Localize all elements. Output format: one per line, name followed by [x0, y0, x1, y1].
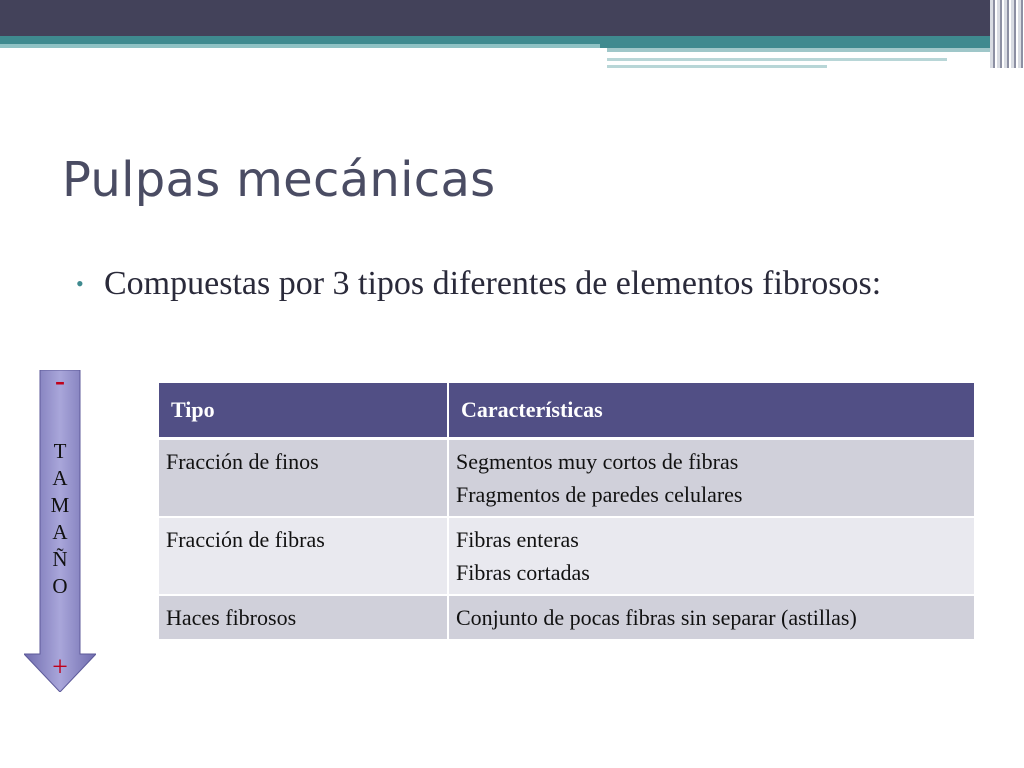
- size-letter: A: [52, 520, 68, 544]
- size-letter: A: [52, 466, 68, 490]
- header-accent-line: [607, 48, 1004, 52]
- size-letter: Ñ: [52, 547, 68, 571]
- slide-title: Pulpas mecánicas: [62, 152, 496, 208]
- size-letters: [48, 438, 72, 600]
- cell-line: Segmentos muy cortos de fibras: [456, 449, 739, 474]
- size-letter: O: [52, 574, 68, 598]
- size-minus-label: -: [55, 364, 65, 397]
- cell-caracteristicas: [448, 439, 974, 518]
- table-header-row: [159, 383, 974, 439]
- cell-tipo: Fracción de fibras: [159, 517, 448, 595]
- cell-tipo: Haces fibrosos: [159, 595, 448, 640]
- column-header-tipo: Tipo: [159, 383, 448, 439]
- header-teal-light-bar: [0, 44, 600, 48]
- size-plus-label: +: [52, 652, 68, 683]
- table-row: [159, 439, 974, 518]
- bullet-dot-icon: •: [76, 271, 84, 296]
- fiber-types-table: [159, 383, 974, 641]
- table-row: [159, 517, 974, 595]
- cell-caracteristicas: [448, 595, 974, 640]
- header-dark-bar: [0, 0, 1024, 36]
- cell-tipo: Fracción de finos: [159, 439, 448, 518]
- size-letter: T: [53, 439, 67, 463]
- cell-line: Fibras enteras: [456, 527, 579, 552]
- cell-caracteristicas: [448, 517, 974, 595]
- header-accent-line: [607, 65, 827, 68]
- cell-line: Fibras cortadas: [456, 560, 590, 585]
- header-accent-line: [607, 58, 947, 61]
- cell-line: Fragmentos de paredes celulares: [456, 482, 743, 507]
- bullet-text: Compuestas por 3 tipos diferentes de elementos fibrosos:: [104, 265, 882, 302]
- size-letter: M: [50, 493, 70, 517]
- header-stripes: [990, 0, 1024, 68]
- cell-line: Conjunto de pocas fibras sin separar (astillas): [456, 605, 857, 630]
- column-header-caracteristicas: Características: [448, 383, 974, 439]
- table-row: [159, 595, 974, 640]
